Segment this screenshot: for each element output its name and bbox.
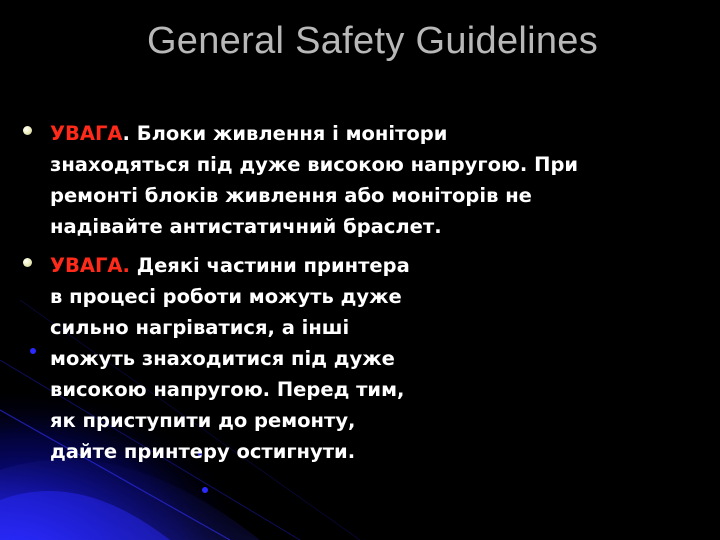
bullet-line: високою напругою. Перед тим, (50, 378, 405, 401)
bullet-line: знаходяться під дуже високою напругою. При (50, 153, 579, 176)
glow-dot (202, 487, 208, 493)
warning-label: УВАГА. (50, 254, 130, 277)
bullet-icon (23, 126, 32, 135)
bullet-line: сильно нагріватися, а інші (50, 316, 350, 339)
bullet-item (50, 250, 410, 467)
warning-label: УВАГА (50, 122, 123, 145)
slide-title: General Safety Guidelines (146, 20, 599, 62)
bullet-line: можуть знаходитися під дуже (50, 347, 395, 370)
bullet-line-text: Деякі частини принтера (129, 254, 410, 277)
bullet-line: як приступити до ремонту, (50, 409, 356, 432)
bullet-line (50, 250, 410, 281)
bullet-line (50, 118, 578, 149)
bullet-item (50, 118, 578, 242)
bullet-line-text: . Блоки живлення і монітори (122, 122, 448, 145)
bullet-line: в процесі роботи можуть дуже (50, 285, 402, 308)
glow-dot (30, 348, 36, 354)
bullet-line: дайте принтеру остигнути. (50, 440, 356, 463)
bullet-icon (23, 258, 32, 267)
bullet-line: надівайте антистатичний браслет. (50, 215, 442, 238)
bullet-line: ремонті блоків живлення або моніторів не (50, 184, 532, 207)
